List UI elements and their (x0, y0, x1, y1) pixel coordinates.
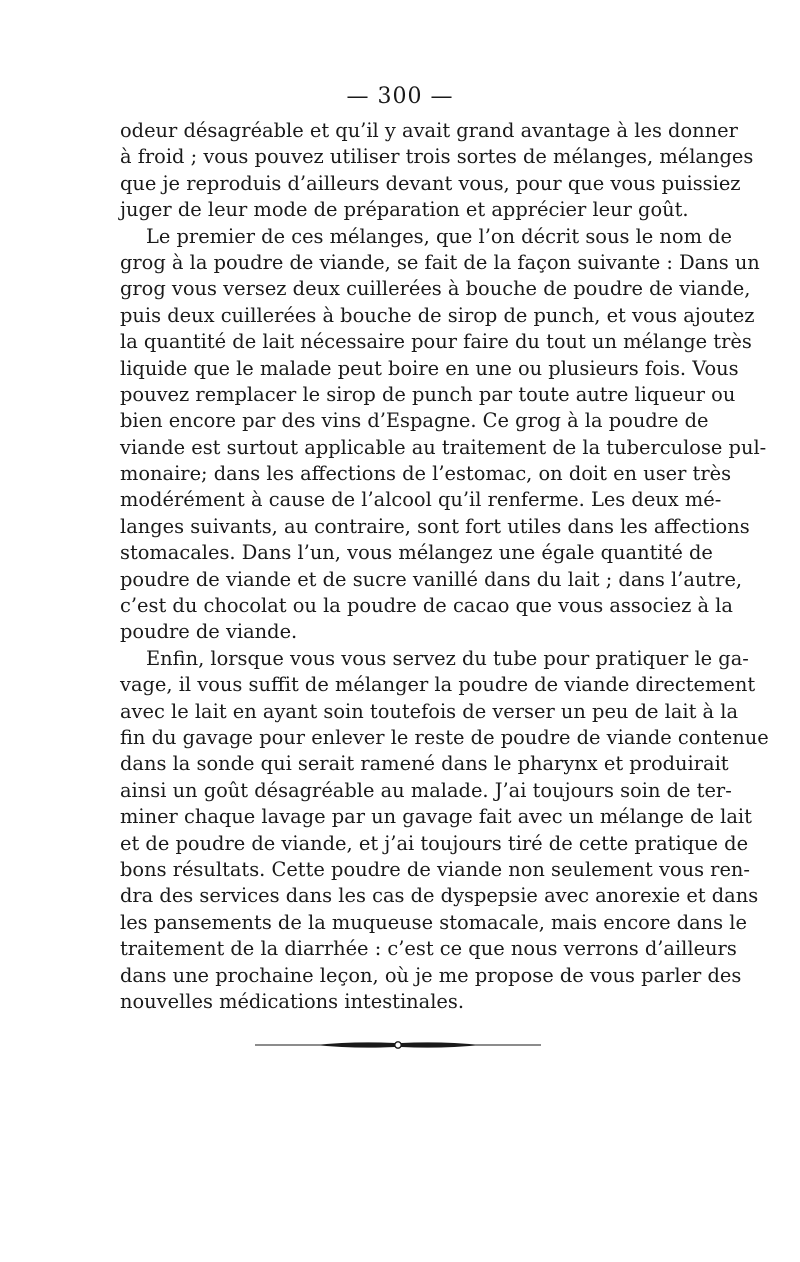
ornament-divider (255, 1039, 541, 1051)
text-line: bien encore par des vins d’Espagne. Ce grog à la poudre de (120, 409, 709, 433)
text-line: Le premier de ces mélanges, que l’on décrit sous le nom de (146, 224, 733, 248)
text-line: poudre de viande et de sucre vanillé dans du lait ; dans l’autre, (120, 567, 743, 591)
text-line: grog à la poudre de viande, se fait de la façon suivante : Dans un (120, 250, 760, 274)
body-text (120, 118, 769, 1015)
text-line: avec le lait en ayant soin toutefois de verser un peu de lait à la (120, 699, 739, 723)
text-line: fin du gavage pour enlever le reste de poudre de viande contenue (120, 725, 769, 749)
text-line: la quantité de lait nécessaire pour faire du tout un mélange très (120, 330, 752, 354)
text-line: et de poudre de viande, et j’ai toujours tiré de cette pratique de (120, 831, 749, 855)
text-line: les pansements de la muqueuse stomacale, mais encore dans le (120, 910, 747, 934)
text-line: stomacales. Dans l’un, vous mélangez une égale quantité de (120, 541, 713, 565)
text-line: grog vous versez deux cuillerées à bouche de poudre de viande, (120, 277, 751, 301)
text-line: monaire; dans les affections de l’estomac, on doit en user très (120, 462, 732, 486)
text-line: liquide que le malade peut boire en une ou plusieurs fois. Vous (120, 356, 739, 380)
text-line: nouvelles médications intestinales. (120, 989, 464, 1013)
text-line: vage, il vous suffit de mélanger la poudre de viande directement (120, 673, 756, 697)
text-line: miner chaque lavage par un gavage fait avec un mélange de lait (120, 805, 752, 829)
text-line: ainsi un goût désagréable au malade. J’ai toujours soin de ter- (120, 778, 732, 802)
text-line: pouvez remplacer le sirop de punch par toute autre liqueur ou (120, 382, 736, 406)
text-line: langes suivants, au contraire, sont fort utiles dans les affections (120, 514, 750, 538)
text-line: bons résultats. Cette poudre de viande non seulement vous ren- (120, 857, 750, 881)
text-line: c’est du chocolat ou la poudre de cacao que vous associez à la (120, 594, 733, 618)
text-line: à froid ; vous pouvez utiliser trois sortes de mélanges, mélanges (120, 145, 754, 169)
text-line: dra des services dans les cas de dyspepsie avec anorexie et dans (120, 884, 759, 908)
text-line: dans la sonde qui serait ramené dans le pharynx et produirait (120, 752, 729, 776)
text-line: puis deux cuillerées à bouche de sirop de punch, et vous ajoutez (120, 303, 755, 327)
page-number: — 300 — (346, 84, 454, 109)
text-line: poudre de viande. (120, 620, 298, 644)
text-line: Enfin, lorsque vous vous servez du tube pour pratiquer le ga- (146, 646, 749, 670)
text-line: juger de leur mode de préparation et apprécier leur goût. (120, 198, 689, 222)
text-line: odeur désagréable et qu’il y avait grand avantage à les donner (120, 119, 738, 142)
text-line: viande est surtout applicable au traitement de la tuberculose pul- (120, 435, 767, 459)
text-line: dans une prochaine leçon, où je me propose de vous parler des (120, 963, 742, 987)
text-line: modérément à cause de l’alcool qu’il renferme. Les deux mé- (120, 488, 722, 512)
text-line: traitement de la diarrhée : c’est ce que nous verrons d’ailleurs (120, 937, 737, 961)
text-line: que je reproduis d’ailleurs devant vous, pour que vous puissiez (120, 171, 741, 195)
